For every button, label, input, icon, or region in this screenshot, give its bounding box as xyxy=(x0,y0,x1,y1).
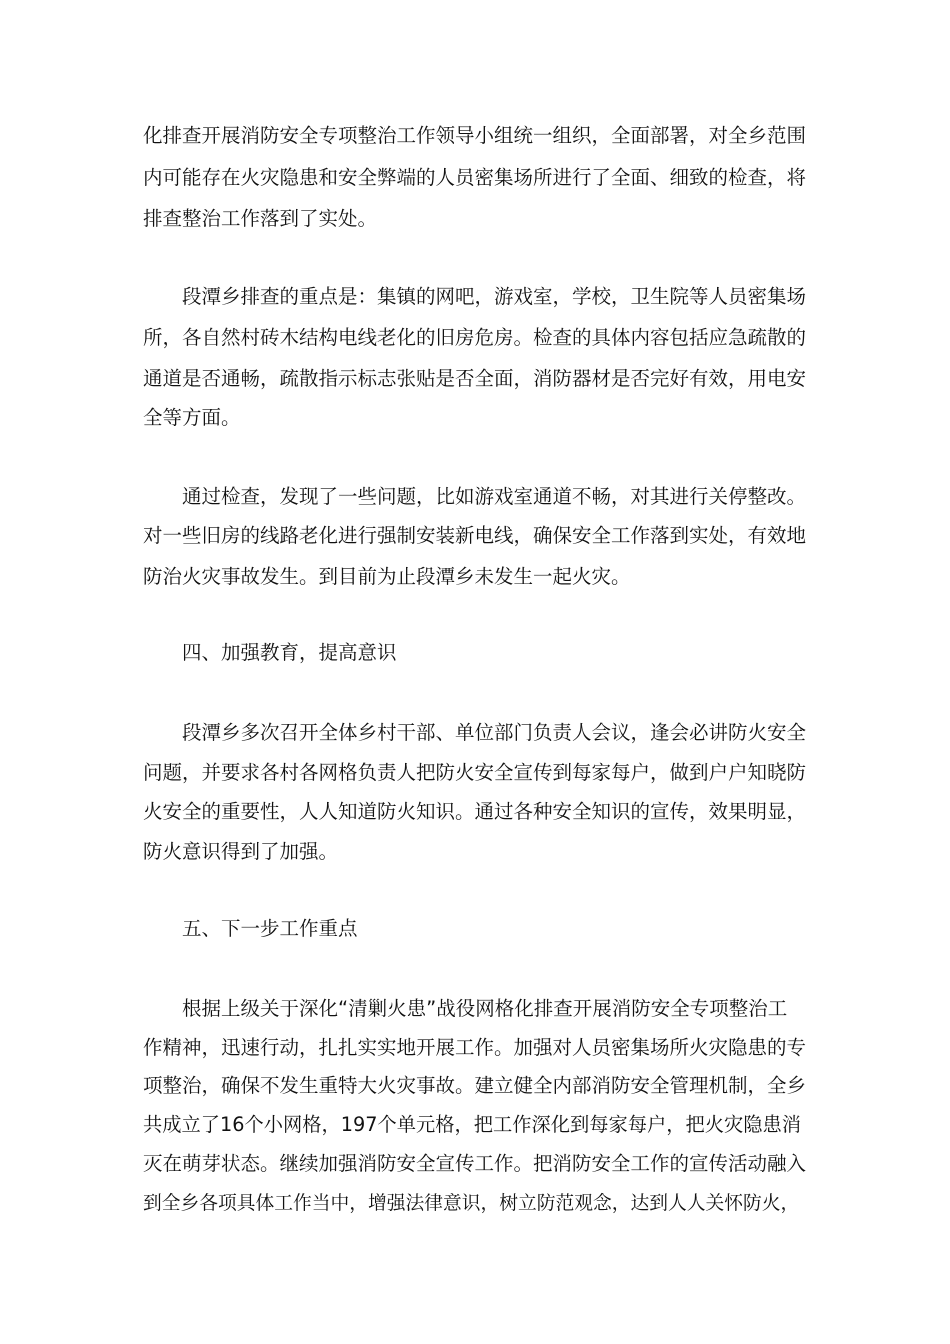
text-line: 项整治，确保不发生重特大火灾事故。建立健全内部消防安全管理机制，全乡 xyxy=(143,1074,807,1097)
text-line: 作精神，迅速行动，扎扎实实地开展工作。加强对人员密集场所火灾隐患的专 xyxy=(143,1036,807,1059)
text-line: 通过检查，发现了一些问题，比如游戏室通道不畅，对其进行关停整改。 xyxy=(182,485,807,508)
text-line: 段潭乡多次召开全体乡村干部、单位部门负责人会议，逢会必讲防火安全 xyxy=(182,721,807,744)
text-line: 排查整治工作落到了实处。 xyxy=(143,207,378,230)
text-line: 所，各自然村砖木结构电线老化的旧房危房。检查的具体内容包括应急疏散的 xyxy=(143,326,807,349)
section-heading: 五、下一步工作重点 xyxy=(182,917,358,940)
text-line: 火安全的重要性，人人知道防火知识。通过各种安全知识的宣传，效果明显， xyxy=(143,800,807,823)
text-line: 问题，并要求各村各网格负责人把防火安全宣传到每家每户，做到户户知晓防 xyxy=(143,761,807,784)
text-line: 共成立了16个小网格，197个单元格，把工作深化到每家每户，把火灾隐患消 xyxy=(143,1113,801,1136)
text-line: 根据上级关于深化“清剿火患”战役网格化排查开展消防安全专项整治工 xyxy=(182,997,788,1020)
text-line: 灭在萌芽状态。继续加强消防安全宣传工作。把消防安全工作的宣传活动融入 xyxy=(143,1152,807,1175)
text-line: 防治火灾事故发生。到目前为止段潭乡未发生一起火灾。 xyxy=(143,565,631,588)
text-line: 全等方面。 xyxy=(143,406,241,429)
text-line: 对一些旧房的线路老化进行强制安装新电线，确保安全工作落到实处，有效地 xyxy=(143,524,807,547)
text-line: 化排查开展消防安全专项整治工作领导小组统一组织，全面部署，对全乡范围 xyxy=(143,124,807,147)
text-line: 防火意识得到了加强。 xyxy=(143,840,339,863)
section-heading: 四、加强教育，提高意识 xyxy=(182,641,397,664)
text-line: 到全乡各项具体工作当中，增强法律意识，树立防范观念，达到人人关怀防火， xyxy=(143,1193,800,1214)
text-line: 内可能存在火灾隐患和安全弊端的人员密集场所进行了全面、细致的检查，将 xyxy=(143,166,807,189)
text-line: 通道是否通畅，疏散指示标志张贴是否全面，消防器材是否完好有效，用电安 xyxy=(143,367,807,390)
text-line: 段潭乡排查的重点是：集镇的网吧，游戏室，学校，卫生院等人员密集场 xyxy=(182,285,807,308)
